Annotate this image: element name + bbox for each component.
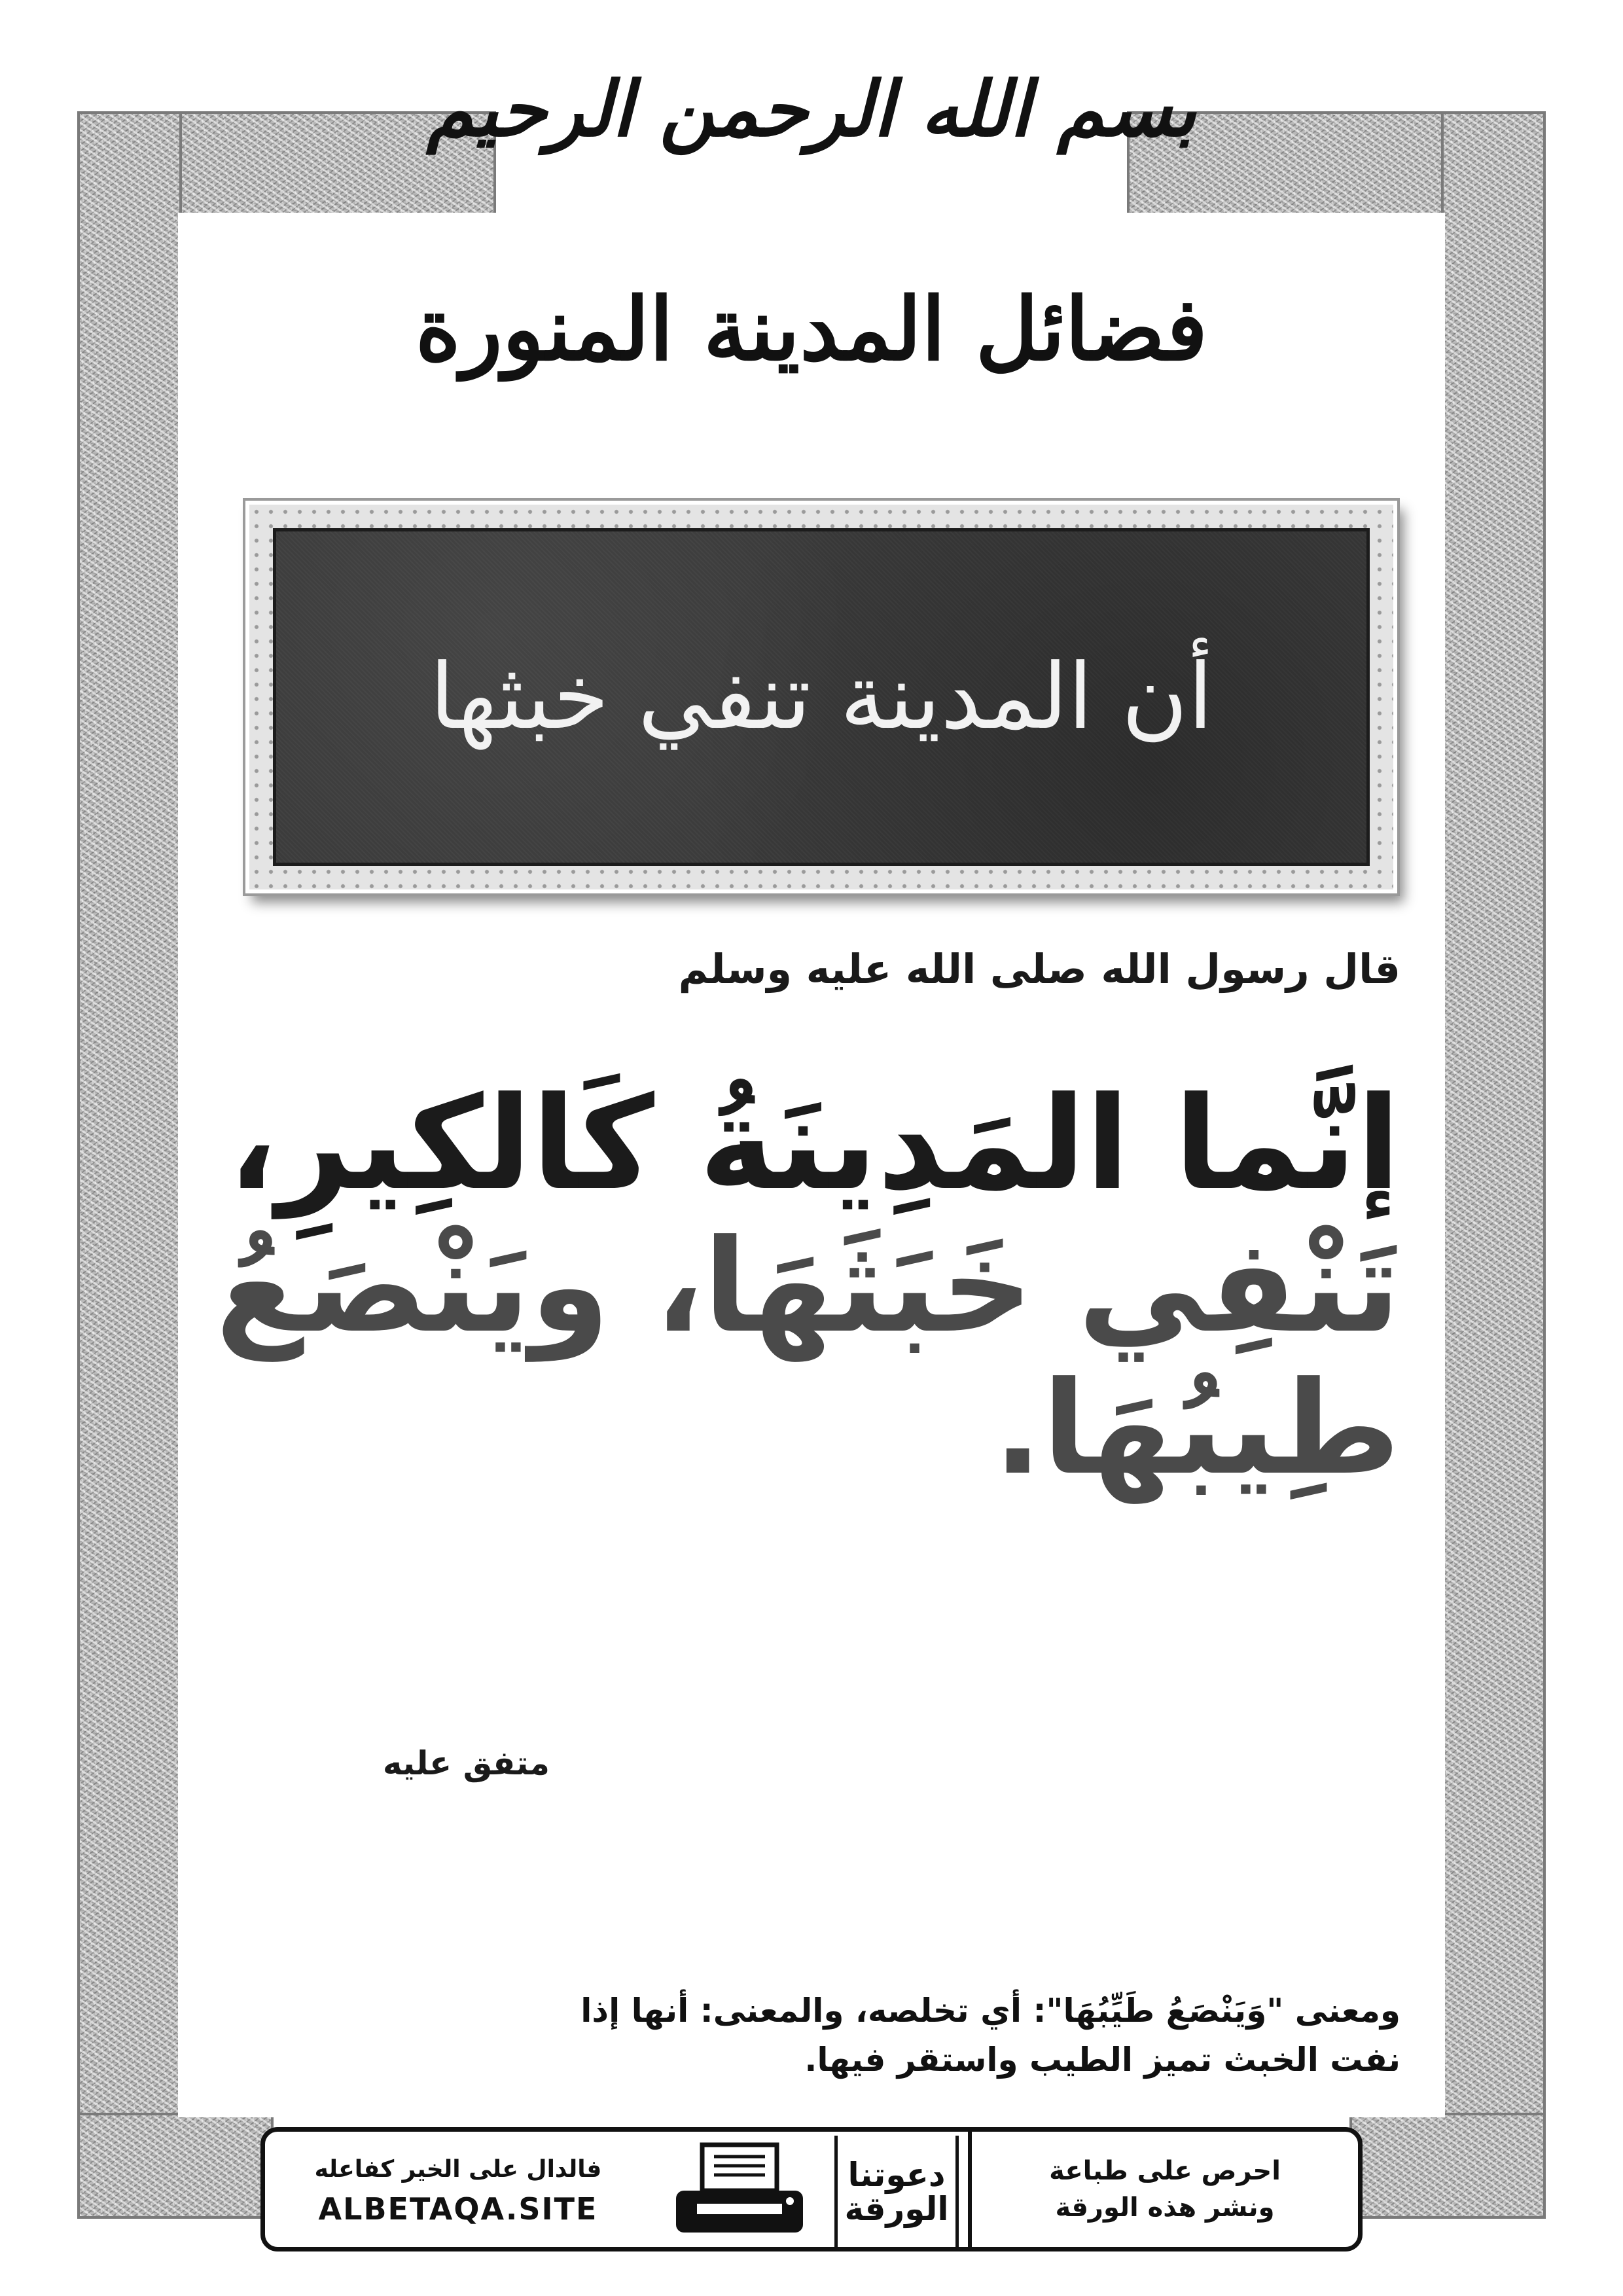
banner-text: أن المدينة تنفي خبثها — [429, 644, 1213, 750]
footer-motto: فالدال على الخير كفاعله — [314, 2156, 602, 2183]
banner-board — [273, 528, 1370, 866]
footer-tip-line-2: ونشر هذه الورقة — [1055, 2193, 1275, 2223]
printer-icon — [671, 2141, 808, 2243]
title-banner — [245, 501, 1397, 893]
page-title: فضائل المدينة المنورة — [415, 279, 1208, 380]
logo-bottom-word: الورقة — [844, 2190, 949, 2228]
intro-text: قال رسول الله صلى الله عليه وسلم — [678, 945, 1400, 993]
footer-bar — [260, 2127, 1363, 2251]
meaning-line-1: ومعنى "وَيَنْصَعُ طَيِّبُهَا": أي تخلصه، والمعنى: أنها إذا — [580, 1992, 1400, 2030]
frame-left — [77, 111, 182, 2219]
hadith-line-3: طِيبُهَا. — [993, 1354, 1400, 1504]
hadith-source: متفق عليه — [382, 1744, 550, 1782]
hadith-line-1: إنَّما المَدِينَةُ كَالكِيرِ، — [228, 1069, 1400, 1219]
logo-top-word: دعوتنا — [847, 2155, 946, 2194]
frame-bottom-right — [1349, 2113, 1546, 2219]
meaning-line-2: نفت الخبث تميز الطيب واستقر فيها. — [804, 2041, 1400, 2079]
footer-tip-line-1: احرص على طباعة — [1049, 2156, 1281, 2186]
brand-logo — [834, 2136, 959, 2248]
meaning-text — [406, 1986, 1400, 2085]
frame-bottom-left — [77, 2113, 274, 2219]
footer-tip-block — [968, 2132, 1358, 2247]
footer-website-block — [265, 2132, 651, 2247]
hadith-line-2: تَنْفِي خَبَثَهَا، ويَنْصَعُ — [215, 1211, 1400, 1361]
basmala: بسم الله الرحمن الرحيم — [426, 65, 1197, 154]
footer-site-link[interactable]: ALBETAQA.SITE — [318, 2191, 598, 2227]
frame-right — [1441, 111, 1546, 2219]
hadith-text — [215, 1069, 1400, 1504]
